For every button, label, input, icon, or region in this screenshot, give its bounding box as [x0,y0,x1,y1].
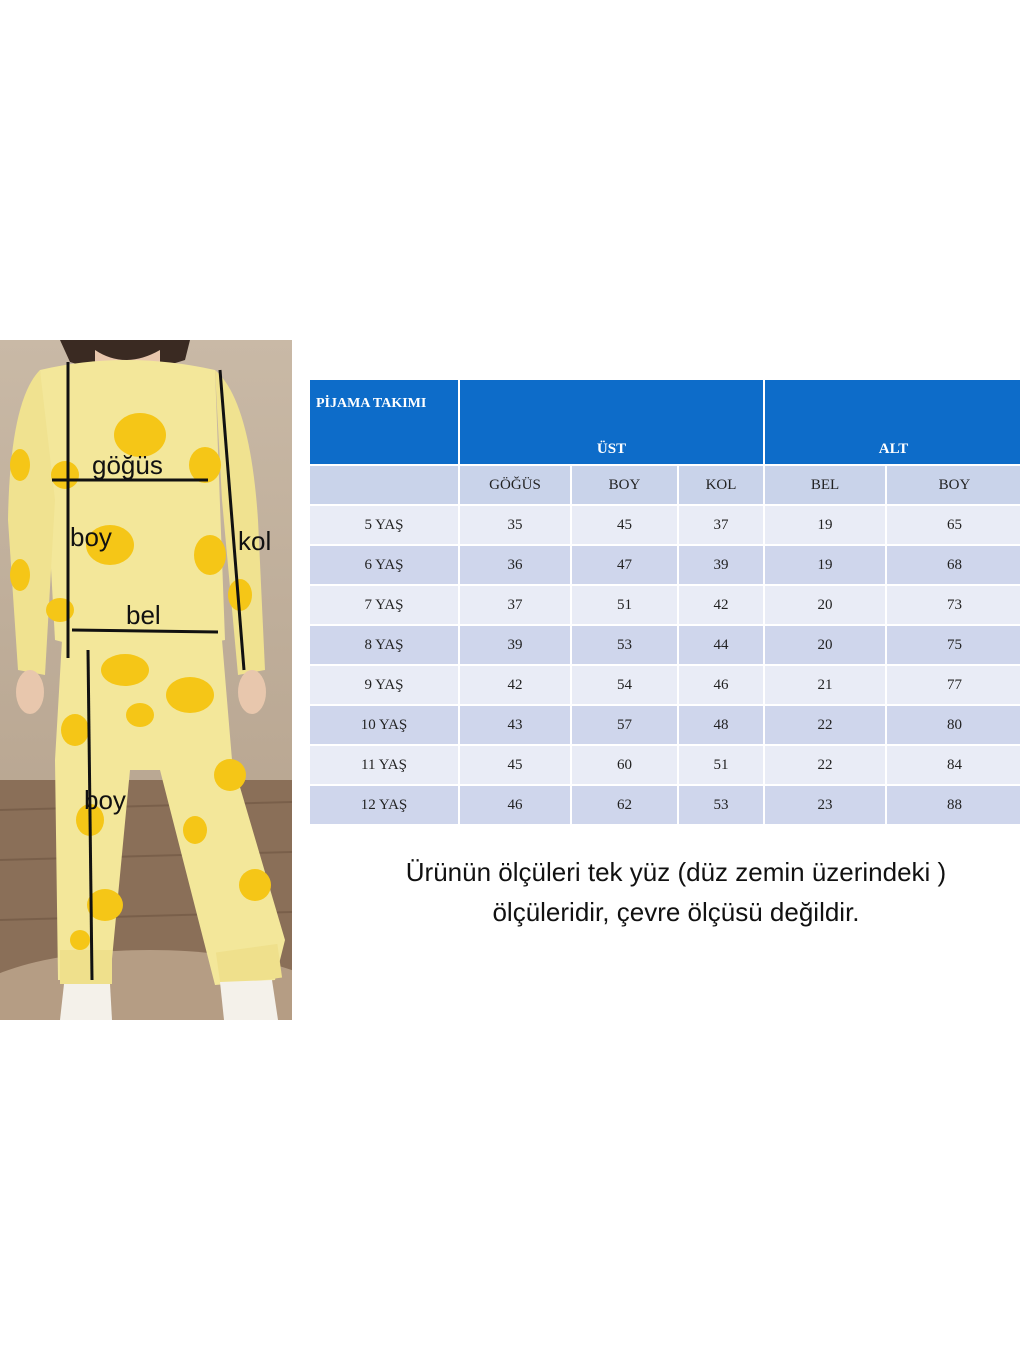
table-row [310,666,1020,704]
measure-label-top-length: boy [70,522,112,552]
value-cell: 44 [679,626,763,664]
value-cell: 22 [765,706,885,744]
value-cell: 80 [887,706,1020,744]
value-cell: 20 [765,586,885,624]
value-cell: 51 [679,746,763,784]
value-cell: 65 [887,506,1020,544]
size-cell: 8 YAŞ [310,626,458,664]
table-row [310,586,1020,624]
column-header-pants-length: BOY [887,466,1020,504]
table-header-row [310,380,1020,464]
measure-label-waist: bel [126,600,161,630]
value-cell: 43 [460,706,570,744]
table-row [310,706,1020,744]
value-cell: 53 [679,786,763,824]
value-cell: 36 [460,546,570,584]
column-header-size [310,466,458,504]
value-cell: 51 [572,586,677,624]
value-cell: 21 [765,666,885,704]
table-row [310,546,1020,584]
value-cell: 46 [679,666,763,704]
value-cell: 75 [887,626,1020,664]
value-cell: 46 [460,786,570,824]
value-cell: 48 [679,706,763,744]
value-cell: 84 [887,746,1020,784]
value-cell: 88 [887,786,1020,824]
group-header-top: ÜST [460,380,763,464]
value-cell: 62 [572,786,677,824]
value-cell: 73 [887,586,1020,624]
value-cell: 42 [460,666,570,704]
product-photo [0,340,292,1020]
value-cell: 35 [460,506,570,544]
measurement-note [340,852,1012,932]
value-cell: 22 [765,746,885,784]
measure-label-chest: göğüs [92,450,163,480]
value-cell: 60 [572,746,677,784]
value-cell: 37 [679,506,763,544]
measure-label-sleeve: kol [238,526,272,556]
size-chart-table [308,378,1020,826]
column-header-sleeve: KOL [679,466,763,504]
column-header-row [310,466,1020,504]
pajama-illustration [0,340,292,1020]
value-cell: 45 [460,746,570,784]
value-cell: 39 [679,546,763,584]
note-line-2: ölçüleridir, çevre ölçüsü değildir. [492,897,860,927]
size-rows [310,506,1020,824]
column-header-chest: GÖĞÜS [460,466,570,504]
table-row [310,506,1020,544]
group-header-bottom: ALT [765,380,1020,464]
value-cell: 57 [572,706,677,744]
value-cell: 68 [887,546,1020,584]
size-cell: 5 YAŞ [310,506,458,544]
size-cell: 9 YAŞ [310,666,458,704]
column-header-top-length: BOY [572,466,677,504]
value-cell: 39 [460,626,570,664]
size-cell: 12 YAŞ [310,786,458,824]
value-cell: 37 [460,586,570,624]
value-cell: 54 [572,666,677,704]
table-title: PİJAMA TAKIMI [310,380,458,464]
table-row [310,746,1020,784]
note-line-1: Ürünün ölçüleri tek yüz (düz zemin üzerindeki ) [405,857,947,887]
value-cell: 47 [572,546,677,584]
value-cell: 77 [887,666,1020,704]
size-cell: 7 YAŞ [310,586,458,624]
table-row [310,626,1020,664]
table-row [310,786,1020,824]
value-cell: 45 [572,506,677,544]
measure-label-pants-length: boy [84,785,126,815]
column-header-waist: BEL [765,466,885,504]
value-cell: 23 [765,786,885,824]
value-cell: 20 [765,626,885,664]
value-cell: 19 [765,506,885,544]
size-cell: 10 YAŞ [310,706,458,744]
size-cell: 6 YAŞ [310,546,458,584]
value-cell: 19 [765,546,885,584]
value-cell: 42 [679,586,763,624]
value-cell: 53 [572,626,677,664]
size-cell: 11 YAŞ [310,746,458,784]
